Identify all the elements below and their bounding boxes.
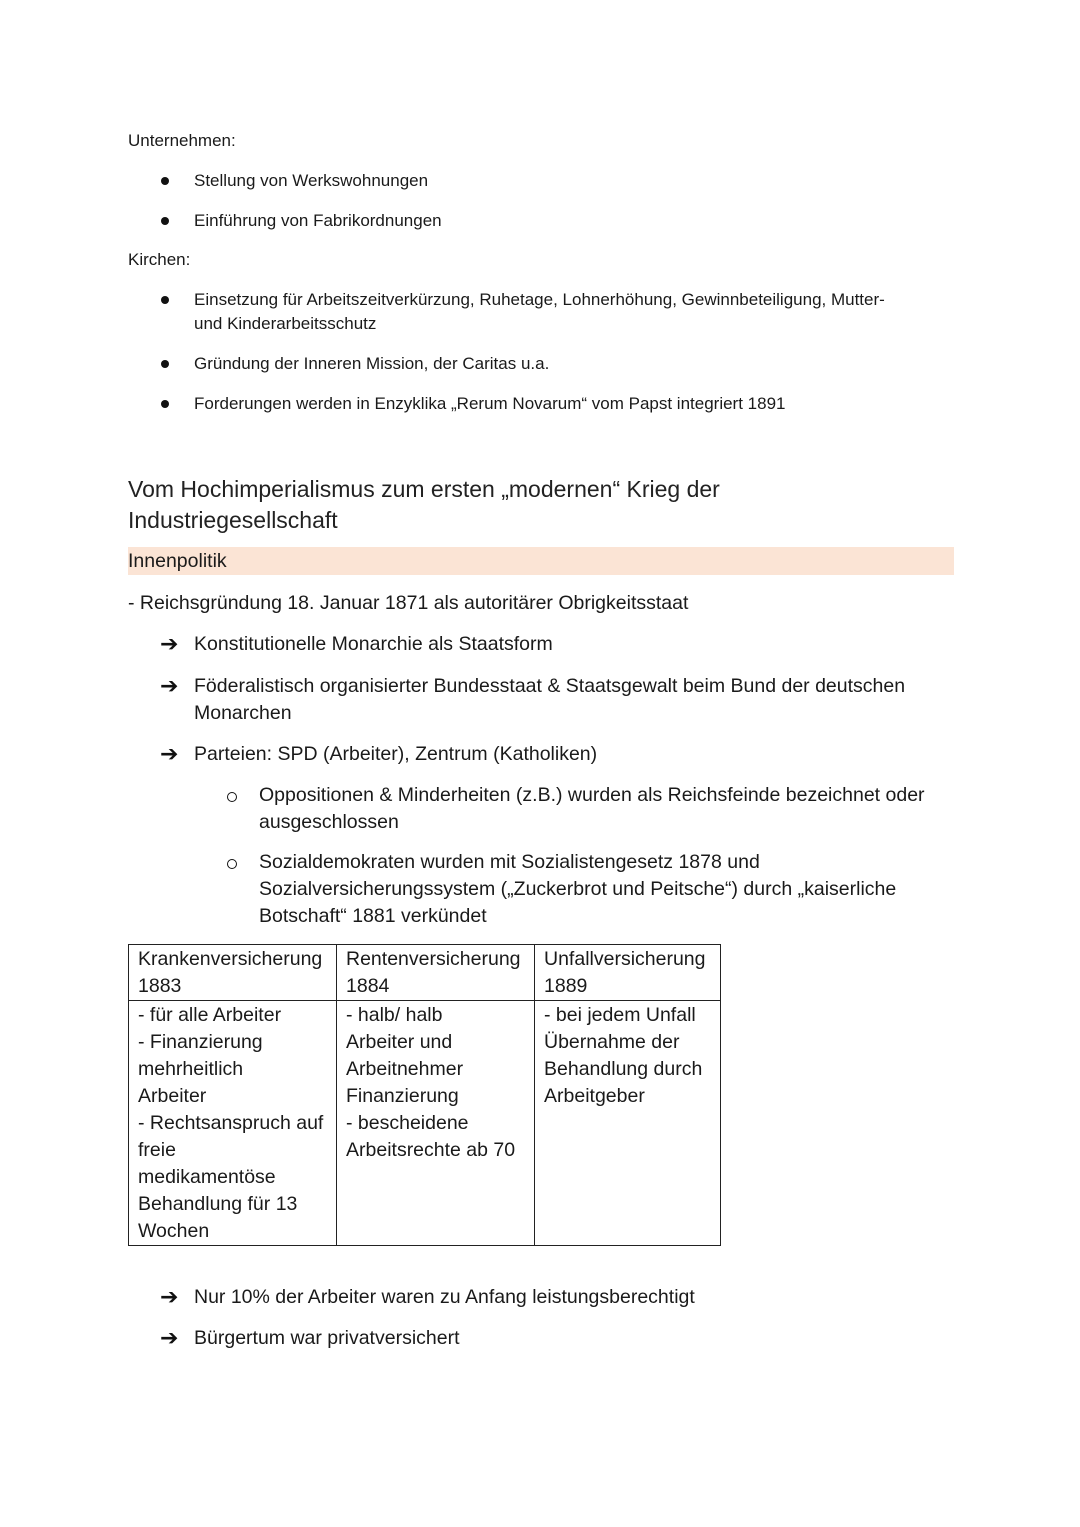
- arrow-item-3: Parteien: SPD (Arbeiter), Zentrum (Katholiken): [194, 743, 598, 765]
- bullet-icon: [161, 296, 169, 304]
- table-cell: - bei jedem Unfall Übernahme der Behandlung durch Arbeitgeber: [535, 1001, 721, 1246]
- companies-item-2: Einführung von Fabrikordnungen: [194, 211, 442, 230]
- sub-item-2: Sozialdemokraten wurden mit Sozialistengesetz 1878 und Sozialversicherungssystem („Zuckerbrot und Peitsche“) durch „kaiserliche Botschaft“ 1881 verkündet: [259, 851, 897, 927]
- table-header-cell: Krankenversicherung 1883: [129, 945, 337, 1001]
- sub-item-1: Oppositionen & Minderheiten (z.B.) wurden als Reichsfeinde bezeichnet oder ausgeschlossen: [259, 784, 925, 833]
- section-heading: Vom Hochimperialismus zum ersten „modernen“ Krieg der Industriegesellschaft: [128, 476, 720, 533]
- arrow-right-icon: ➔: [160, 674, 179, 699]
- churches-item-1: Einsetzung für Arbeitszeitverkürzung, Ruhetage, Lohnerhöhung, Gewinnbeteiligung, Mutter- und Kinderarbeitsschutz: [194, 290, 885, 333]
- companies-item-1: Stellung von Werkswohnungen: [194, 171, 429, 190]
- insurance-table: [128, 944, 721, 1246]
- bullet-icon: [161, 177, 169, 185]
- table-header-row: [129, 945, 721, 1001]
- arrow-right-icon: ➔: [160, 742, 179, 767]
- table-cell: - halb/ halb Arbeiter und Arbeitnehmer Finanzierung - bescheidene Arbeitsrechte ab 70: [337, 1001, 535, 1246]
- conclusion-item-2: Bürgertum war privatversichert: [194, 1327, 460, 1349]
- circle-bullet-icon: [227, 792, 237, 802]
- bullet-icon: [161, 360, 169, 368]
- churches-item-2: Gründung der Inneren Mission, der Caritas u.a.: [194, 354, 550, 373]
- arrow-right-icon: ➔: [160, 632, 179, 657]
- bullet-icon: [161, 400, 169, 408]
- subsection-title: Innenpolitik: [128, 550, 227, 572]
- arrow-item-1: Konstitutionelle Monarchie als Staatsform: [194, 633, 553, 655]
- conclusion-item-1: Nur 10% der Arbeiter waren zu Anfang leistungsberechtigt: [194, 1286, 695, 1308]
- companies-label: Unternehmen:: [128, 131, 236, 150]
- subsection-bar: [128, 547, 954, 575]
- arrow-right-icon: ➔: [160, 1285, 179, 1310]
- table-header-cell: Unfallversicherung 1889: [535, 945, 721, 1001]
- arrow-right-icon: ➔: [160, 1326, 179, 1351]
- founding-text: - Reichsgründung 18. Januar 1871 als autoritärer Obrigkeitsstaat: [128, 592, 689, 614]
- circle-bullet-icon: [227, 859, 237, 869]
- arrow-item-2: Föderalistisch organisierter Bundesstaat & Staatsgewalt beim Bund der deutschen Monarchen: [194, 675, 906, 724]
- table-row: [129, 1001, 721, 1246]
- churches-label: Kirchen:: [128, 250, 191, 269]
- table-cell: - für alle Arbeiter - Finanzierung mehrheitlich Arbeiter - Rechtsanspruch auf freie medikamentöse Behandlung für 13 Wochen: [129, 1001, 337, 1246]
- bullet-icon: [161, 217, 169, 225]
- table-header-cell: Rentenversicherung 1884: [337, 945, 535, 1001]
- churches-item-3: Forderungen werden in Enzyklika „Rerum Novarum“ vom Papst integriert 1891: [194, 394, 786, 413]
